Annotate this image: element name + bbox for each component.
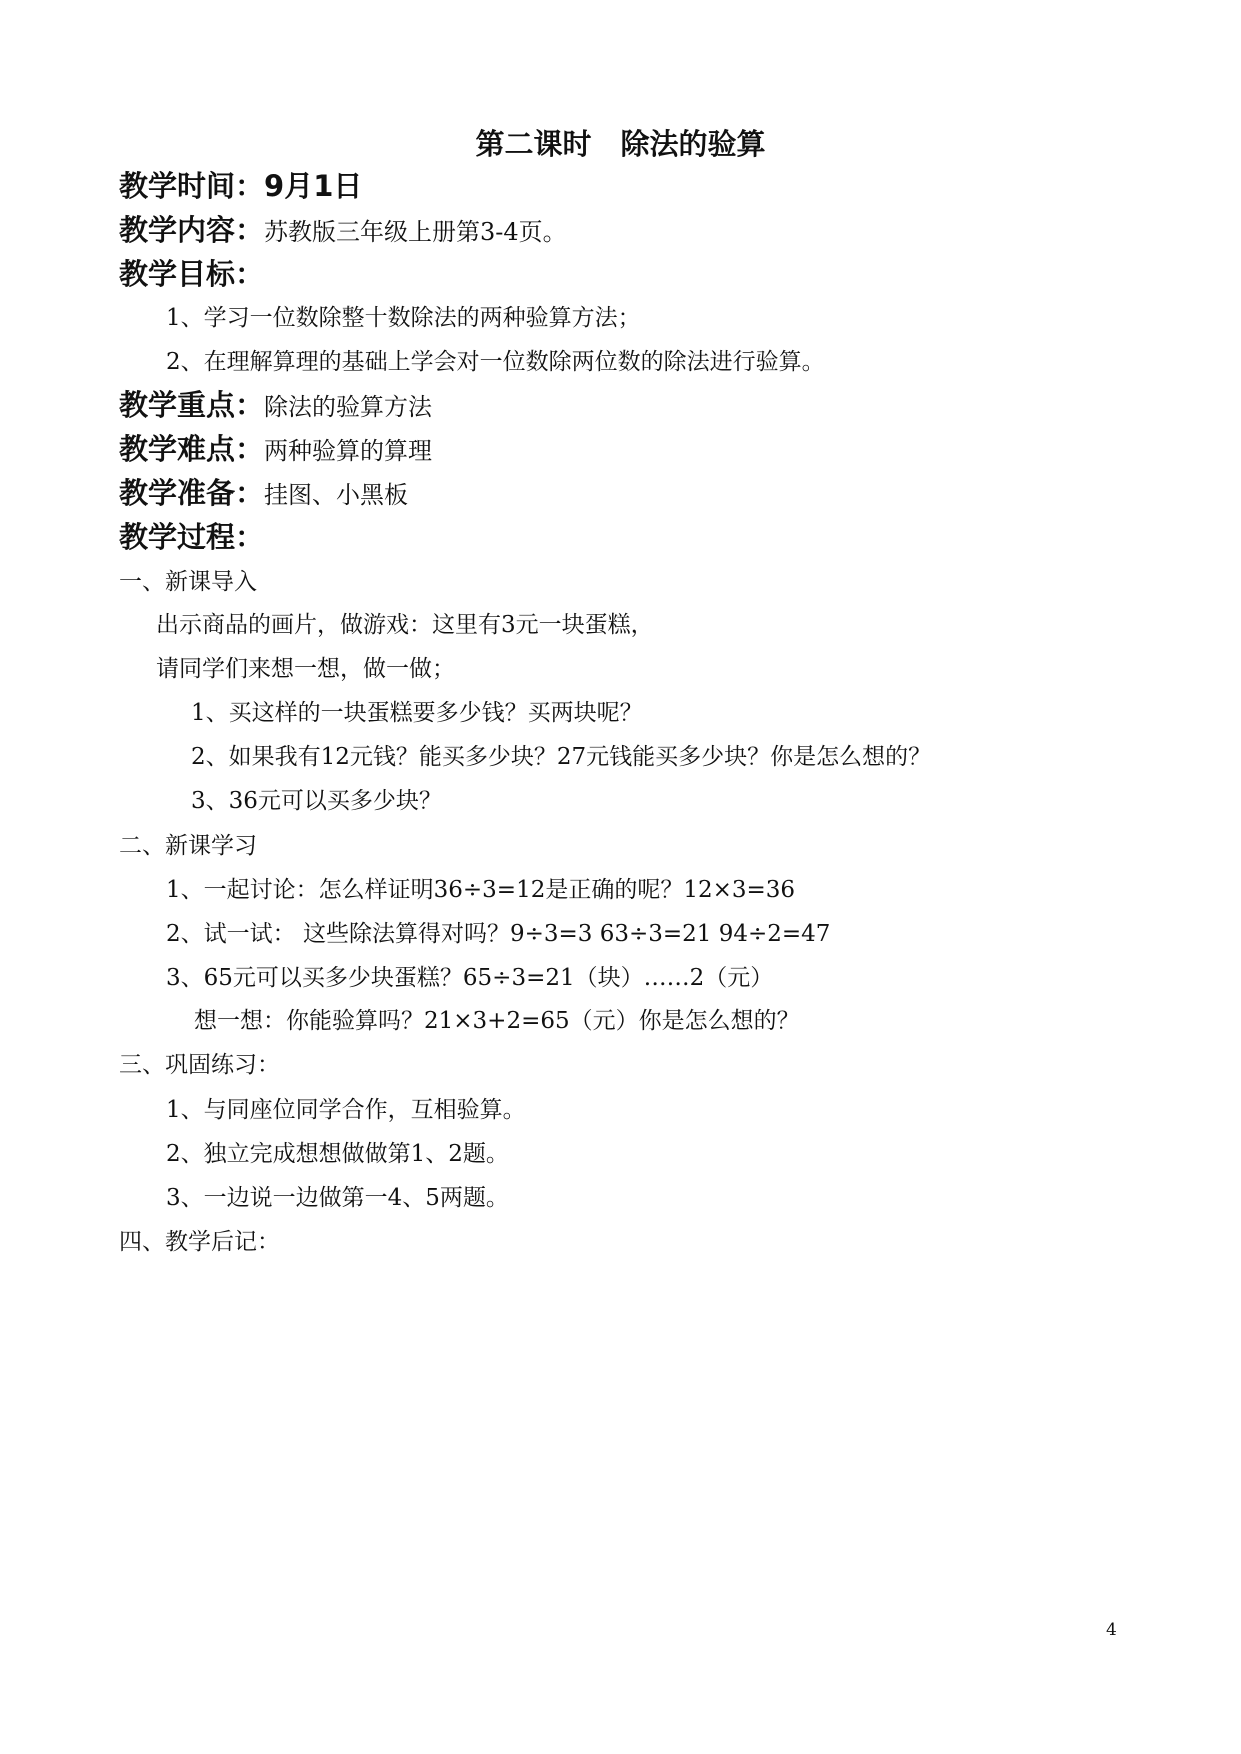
- preparation-value: 挂图、小黑板: [264, 481, 409, 509]
- section-line: 3、一边说一边做第一4、5两题。: [166, 1185, 509, 1211]
- section-heading: 三、巩固练习：: [119, 1052, 280, 1078]
- section-line: 1、一起讨论：怎么样证明36÷3=12是正确的呢？12×3=36: [166, 877, 796, 903]
- goal-item: 1、学习一位数除整十数除法的两种验算方法；: [166, 305, 641, 331]
- time-row: [119, 169, 363, 203]
- section-heading: 二、新课学习: [119, 833, 257, 859]
- page-number: 4: [1106, 1620, 1117, 1640]
- page-title: 第二课时 除法的验算: [475, 127, 766, 161]
- preparation-row: [119, 476, 409, 510]
- section-heading: 四、教学后记：: [119, 1229, 280, 1255]
- section-line: 2、独立完成想想做做第1、2题。: [166, 1141, 509, 1167]
- key-point-label: 教学重点：: [119, 388, 265, 422]
- content-row: [119, 213, 567, 247]
- section-line: 2、如果我有12元钱？能买多少块？27元钱能买多少块？你是怎么想的？: [191, 744, 932, 770]
- difficulty-value: 两种验算的算理: [264, 437, 433, 465]
- key-point-value: 除法的验算方法: [264, 393, 433, 421]
- section-line: 请同学们来想一想，做一做；: [156, 656, 455, 682]
- section-line: 1、买这样的一块蛋糕要多少钱？买两块呢？: [191, 700, 643, 726]
- section-heading: 一、新课导入: [119, 569, 257, 595]
- key-point-row: [119, 388, 433, 422]
- goal-item: 2、在理解算理的基础上学会对一位数除两位数的除法进行验算。: [166, 349, 825, 375]
- difficulty-row: [119, 432, 433, 466]
- section-line: 1、与同座位同学合作，互相验算。: [166, 1097, 526, 1123]
- preparation-label: 教学准备：: [119, 476, 265, 510]
- content-value: 苏教版三年级上册第3-4页。: [264, 218, 567, 246]
- section-line: 3、36元可以买多少块？: [191, 788, 442, 814]
- time-value: 9月1日: [264, 169, 363, 203]
- goals-label: 教学目标：: [119, 257, 265, 291]
- section-line: 出示商品的画片，做游戏：这里有3元一块蛋糕，: [156, 612, 654, 638]
- difficulty-label: 教学难点：: [119, 432, 265, 466]
- content-label: 教学内容：: [119, 213, 265, 247]
- section-line: 想一想：你能验算吗？21×3+2=65（元）你是怎么想的？: [194, 1008, 800, 1034]
- section-line: 3、65元可以买多少块蛋糕？65÷3=21（块）……2（元）: [166, 965, 774, 991]
- process-label: 教学过程：: [119, 520, 265, 554]
- time-label: 教学时间：: [119, 169, 265, 203]
- section-line: 2、试一试： 这些除法算得对吗？9÷3=3 63÷3=21 94÷2=47: [166, 921, 831, 947]
